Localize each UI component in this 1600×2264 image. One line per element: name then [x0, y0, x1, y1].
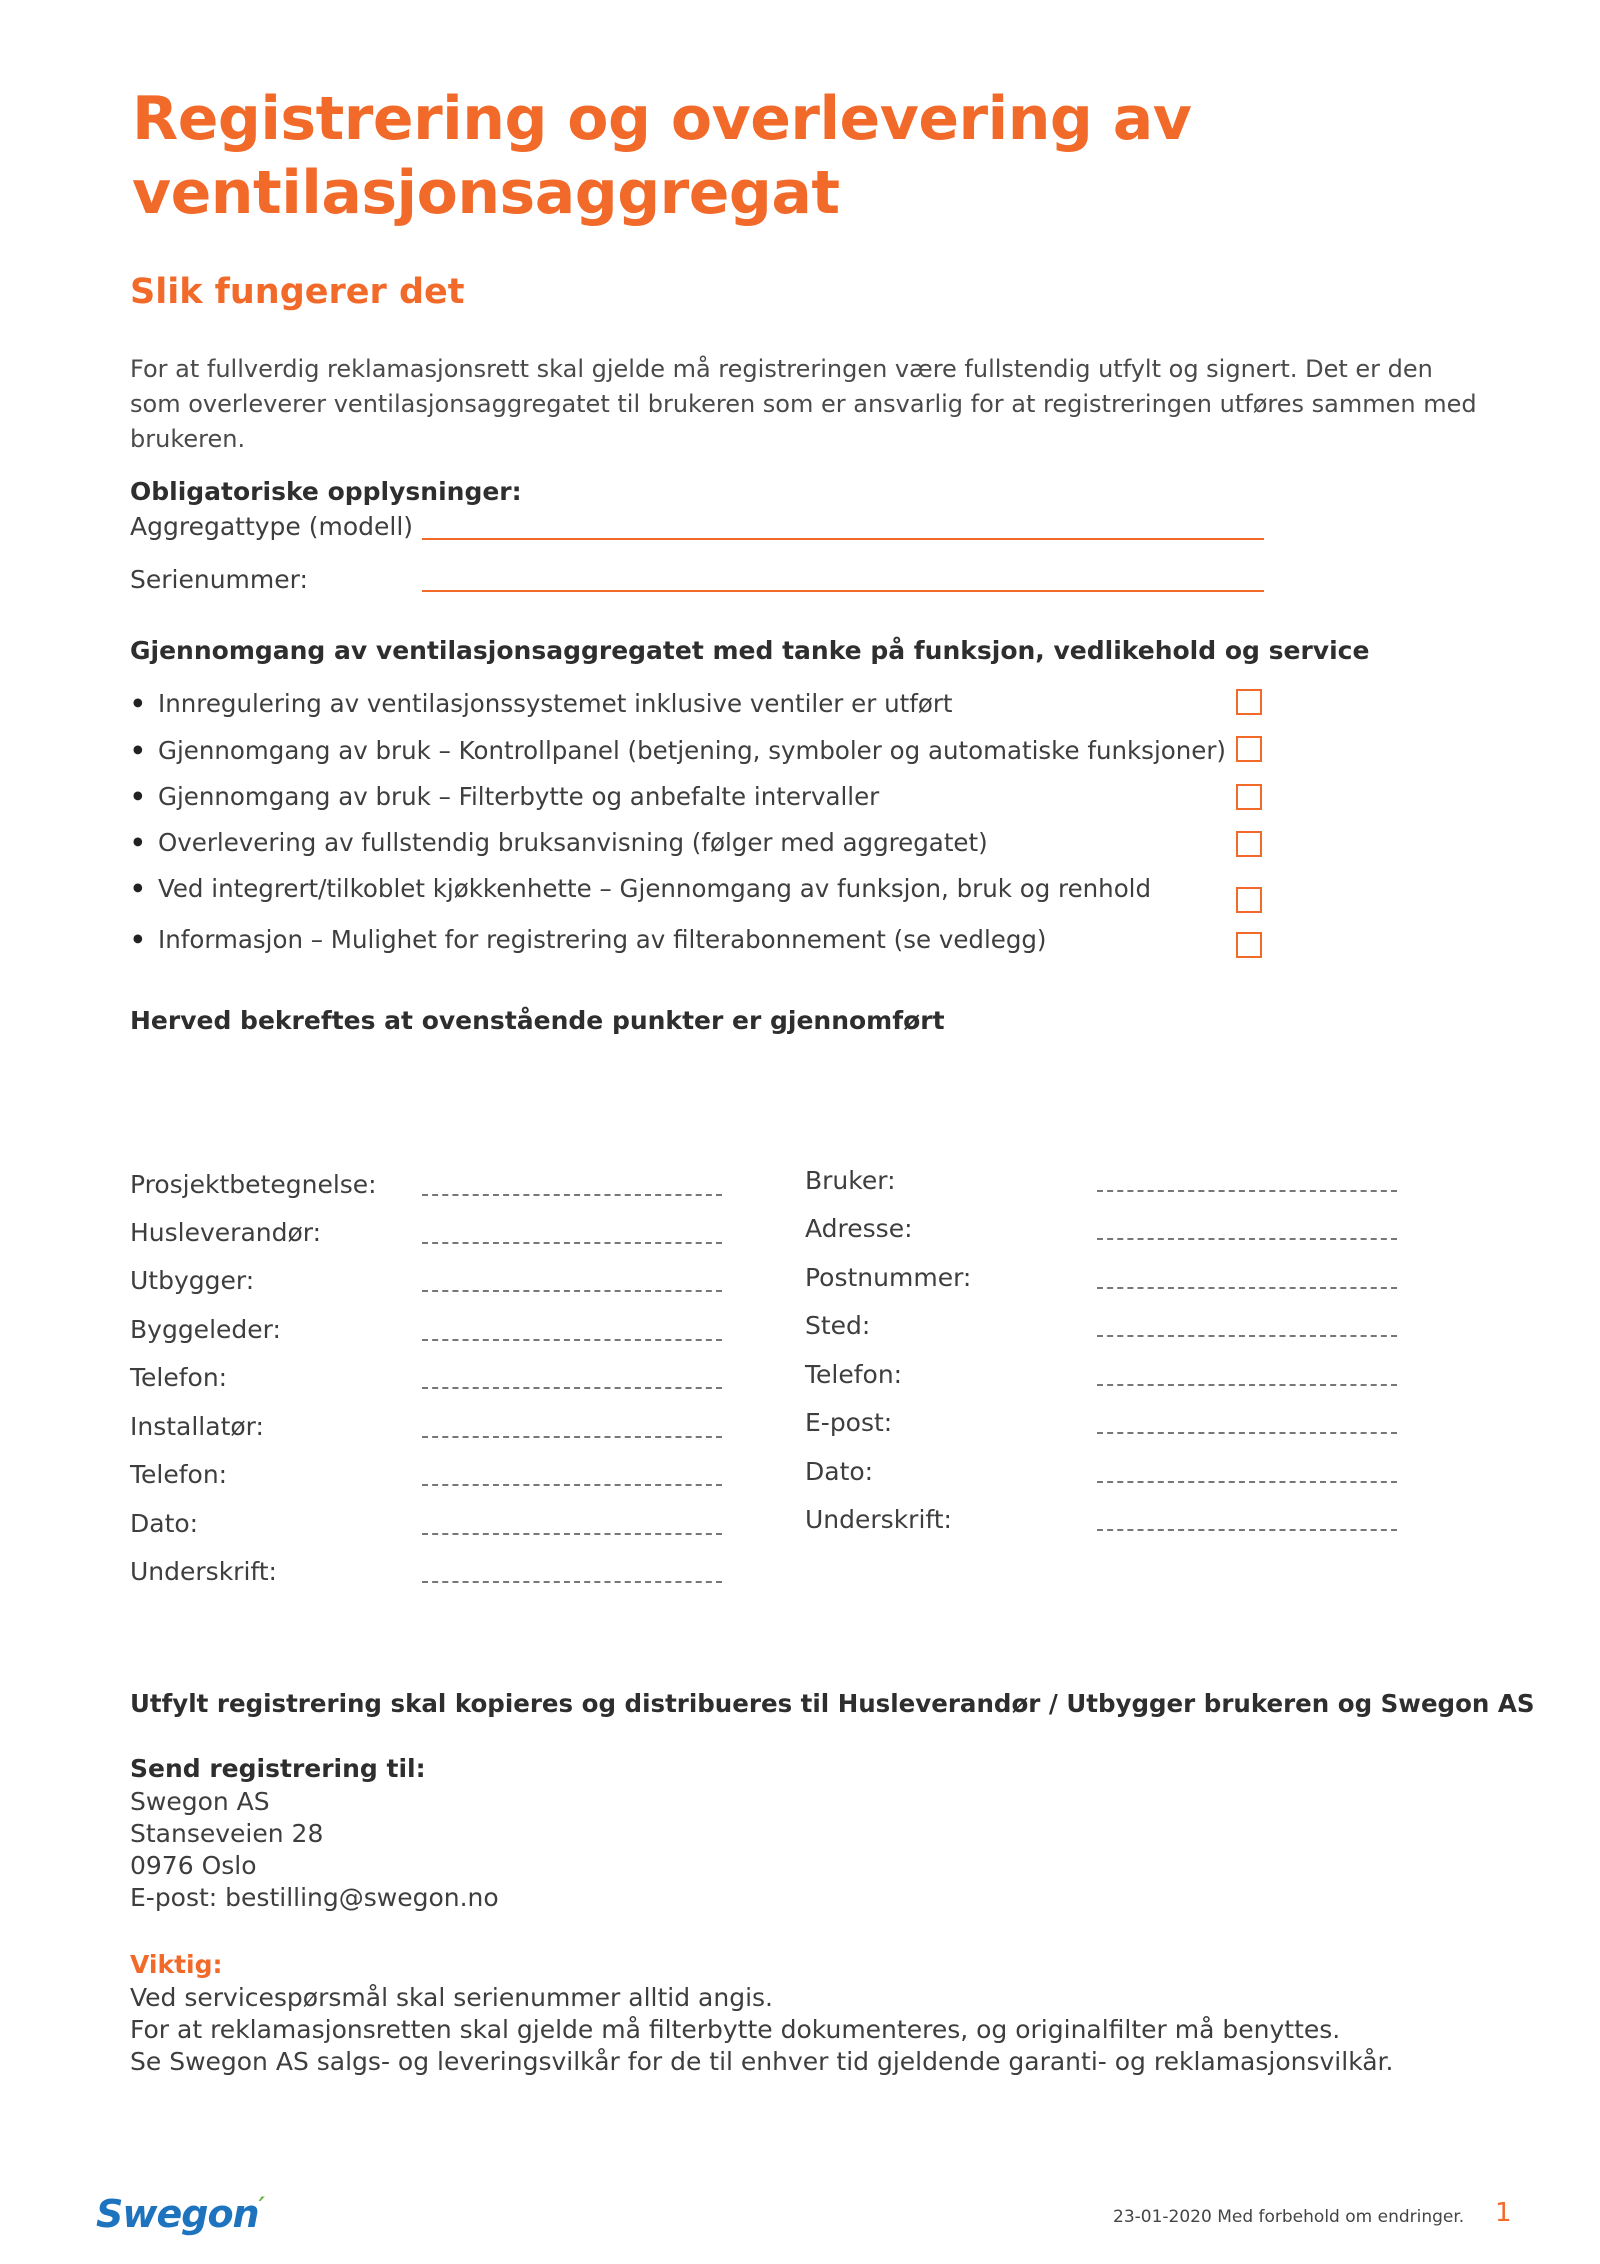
- field-label: Dato:: [805, 1457, 874, 1486]
- footer-date-note: 23-01-2020 Med forbehold om endringer.: [1113, 2207, 1465, 2227]
- checkbox[interactable]: [1236, 736, 1262, 762]
- checkbox[interactable]: [1236, 689, 1262, 715]
- field-label: Bruker:: [805, 1166, 896, 1195]
- field-input-line[interactable]: [1097, 1529, 1397, 1531]
- field-label: Adresse:: [805, 1214, 913, 1243]
- send-to-heading: Send registrering til:: [130, 1754, 426, 1783]
- checklist-item: [130, 733, 1226, 769]
- serial-input-line[interactable]: [422, 590, 1264, 592]
- field-input-line[interactable]: [422, 1339, 722, 1341]
- field-label: Husleverandør:: [130, 1218, 322, 1247]
- bullet: •: [130, 925, 146, 954]
- field-label: E-post:: [805, 1408, 893, 1437]
- field-input-line[interactable]: [422, 1533, 722, 1535]
- checklist-item-label: Ved integrert/tilkoblet kjøkkenhette – Gjennomgang av funksjon, bruk og renhold: [158, 874, 1152, 903]
- field-input-line[interactable]: [1097, 1432, 1397, 1434]
- field-input-line[interactable]: [1097, 1335, 1397, 1337]
- field-input-line[interactable]: [1097, 1384, 1397, 1386]
- section-subtitle: Slik fungerer det: [130, 272, 465, 312]
- checkbox[interactable]: [1236, 932, 1262, 958]
- important-notes: [130, 1982, 1394, 2078]
- field-input-line[interactable]: [422, 1242, 722, 1244]
- important-heading: Viktig:: [130, 1950, 223, 1979]
- swegon-logo: [96, 2192, 264, 2236]
- leaf-icon: ′: [258, 2192, 264, 2220]
- address-line: 0976 Oslo: [130, 1851, 257, 1880]
- field-label: Sted:: [805, 1311, 871, 1340]
- bullet: •: [130, 689, 146, 718]
- logo-text: Swegon: [96, 2192, 259, 2236]
- address-line: Swegon AS: [130, 1787, 270, 1816]
- note-line: Se Swegon AS salgs- og leveringsvilkår for de til enhver tid gjeldende garanti- og reklamasjonsvilkår.: [130, 2047, 1394, 2076]
- checklist-item-label: Gjennomgang av bruk – Filterbytte og anbefalte intervaller: [158, 782, 880, 811]
- field-input-line[interactable]: [422, 1484, 722, 1486]
- field-input-line[interactable]: [1097, 1238, 1397, 1240]
- checkbox[interactable]: [1236, 887, 1262, 913]
- field-label: Underskrift:: [805, 1505, 952, 1534]
- model-label: Aggregattype (modell): [130, 512, 414, 541]
- checklist-item-label: Overlevering av fullstendig bruksanvisning (følger med aggregatet): [158, 828, 988, 857]
- checklist-item-label: Informasjon – Mulighet for registrering av filterabonnement (se vedlegg): [158, 925, 1047, 954]
- email-line: E-post: bestilling@swegon.no: [130, 1883, 499, 1912]
- field-label: Underskrift:: [130, 1557, 277, 1586]
- field-input-line[interactable]: [422, 1581, 722, 1583]
- field-label: Telefon:: [805, 1360, 903, 1389]
- document-title: Registrering og overlevering av ventilasjonsaggregat: [132, 84, 1192, 228]
- field-input-line[interactable]: [1097, 1481, 1397, 1483]
- checklist-item: [130, 871, 1151, 907]
- field-label: Byggeleder:: [130, 1315, 281, 1344]
- checklist-item: [130, 825, 988, 861]
- field-input-line[interactable]: [1097, 1287, 1397, 1289]
- bullet: •: [130, 782, 146, 811]
- model-input-line[interactable]: [422, 538, 1264, 540]
- page-number: 1: [1495, 2198, 1512, 2228]
- field-label: Telefon:: [130, 1460, 228, 1489]
- note-line: Ved servicespørsmål skal serienummer alltid angis.: [130, 1983, 773, 2012]
- bullet: •: [130, 874, 146, 903]
- checklist-item: [130, 686, 953, 722]
- field-input-line[interactable]: [422, 1436, 722, 1438]
- checkbox[interactable]: [1236, 831, 1262, 857]
- field-input-line[interactable]: [422, 1194, 722, 1196]
- address-line: Stanseveien 28: [130, 1819, 324, 1848]
- checklist-item: [130, 779, 879, 815]
- field-input-line[interactable]: [422, 1290, 722, 1292]
- bullet: •: [130, 736, 146, 765]
- field-input-line[interactable]: [1097, 1190, 1397, 1192]
- serial-label: Serienummer:: [130, 565, 308, 594]
- field-label: Telefon:: [130, 1363, 228, 1392]
- field-label: Installatør:: [130, 1412, 264, 1441]
- checklist-item-label: Innregulering av ventilasjonssystemet inklusive ventiler er utført: [158, 689, 953, 718]
- field-label: Postnummer:: [805, 1263, 972, 1292]
- intro-paragraph: For at fullverdig reklamasjonsrett skal gjelde må registreringen være fullstendig utfylt og signert. Det er den som overleverer ventilasjonsaggregatet til brukeren som er ansvarlig for at registreringen utføres sammen med brukeren.: [130, 355, 1477, 453]
- mandatory-heading: Obligatoriske opplysninger:: [130, 477, 522, 506]
- send-to-address: [130, 1786, 499, 1914]
- field-input-line[interactable]: [422, 1387, 722, 1389]
- field-label: Prosjektbetegnelse:: [130, 1170, 377, 1199]
- field-label: Utbygger:: [130, 1266, 255, 1295]
- checkbox[interactable]: [1236, 784, 1262, 810]
- checklist-item: [130, 922, 1046, 958]
- bullet: •: [130, 828, 146, 857]
- distribution-note: Utfylt registrering skal kopieres og distribueres til Husleverandør / Utbygger brukeren og Swegon AS: [130, 1689, 1535, 1718]
- review-heading: Gjennomgang av ventilasjonsaggregatet med tanke på funksjon, vedlikehold og service: [130, 636, 1370, 665]
- confirmation-statement: Herved bekreftes at ovenstående punkter er gjennomført: [130, 1006, 945, 1035]
- field-label: Dato:: [130, 1509, 199, 1538]
- checklist-item-label: Gjennomgang av bruk – Kontrollpanel (betjening, symboler og automatiske funksjoner): [158, 736, 1226, 765]
- note-line: For at reklamasjonsretten skal gjelde må filterbytte dokumenteres, og originalfilter må benyttes.: [130, 2015, 1341, 2044]
